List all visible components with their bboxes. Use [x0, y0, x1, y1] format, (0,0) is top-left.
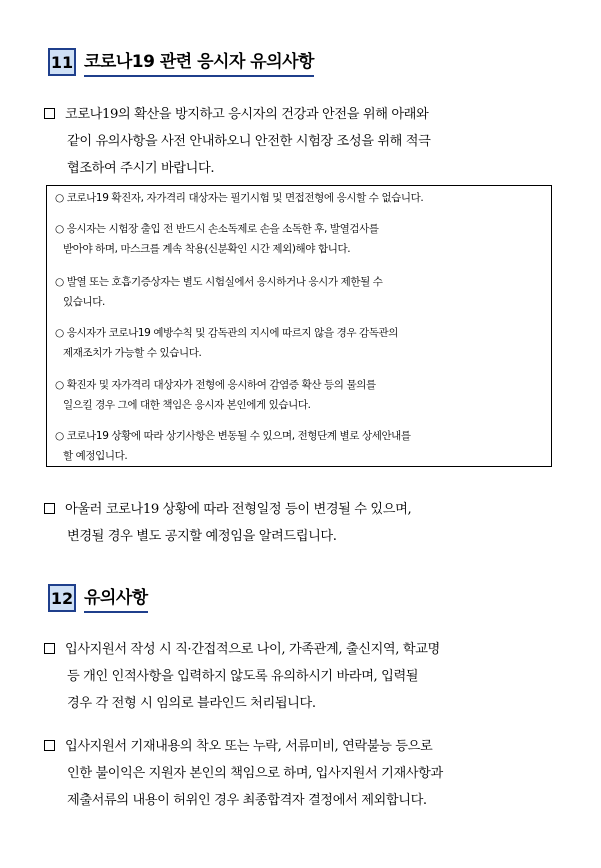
- outro-paragraph: 아울러 코로나19 상황에 따라 전형일정 등이 변경될 수 있으며, 변경될 경우 별도 공지할 예정임을 알려드립니다.: [44, 496, 559, 550]
- checkbox-bullet-icon: [44, 740, 55, 751]
- notice-item: ○ 응시자는 시험장 출입 전 반드시 손소독제로 손을 소독한 후, 발열검사를 받아야 하며, 마스크를 계속 착용(신분확인 시간 제외)해야 합니다.: [55, 223, 379, 255]
- checkbox-bullet-icon: [44, 643, 55, 654]
- checkbox-bullet-icon: [44, 108, 55, 119]
- section-title: 코로나19 관련 응시자 유의사항: [84, 47, 314, 77]
- checkbox-bullet-icon: [44, 503, 55, 514]
- notice-paragraph-1: 입사지원서 작성 시 직·간접적으로 나이, 가족관계, 출신지역, 학교명 등 개인 인적사항을 입력하지 않도록 유의하시기 바라며, 입력될 경우 각 전형 시 임의로 블라인드 처리됩니다.: [44, 636, 559, 717]
- covid-notice-box: [46, 185, 552, 467]
- section-11-header: [48, 47, 314, 77]
- intro-paragraph: 코로나19의 확산을 방지하고 응시자의 건강과 안전을 위해 아래와 같이 유의사항을 사전 안내하오니 안전한 시험장 조성을 위해 적극 협조하여 주시기 바랍니다.: [44, 101, 559, 182]
- section-12-header: [48, 583, 148, 613]
- section-number: 12: [48, 584, 76, 612]
- section-title: 유의사항: [84, 583, 148, 613]
- notice-item: ○ 응시자가 코로나19 예방수칙 및 감독관의 지시에 따르지 않을 경우 감독관의 제재조치가 가능할 수 있습니다.: [55, 327, 398, 359]
- notice-item: ○ 코로나19 확진자, 자가격리 대상자는 필기시험 및 면접전형에 응시할 수 없습니다.: [55, 192, 424, 204]
- section-number: 11: [48, 48, 76, 76]
- notice-item: ○ 확진자 및 자가격리 대상자가 전형에 응시하여 감염증 확산 등의 물의를 일으킬 경우 그에 대한 책임은 응시자 본인에게 있습니다.: [55, 379, 376, 411]
- notice-item: ○ 발열 또는 호흡기증상자는 별도 시험실에서 응시하거나 응시가 제한될 수 있습니다.: [55, 276, 383, 308]
- notice-item: ○ 코로나19 상황에 따라 상기사항은 변동될 수 있으며, 전형단계 별로 상세안내를 할 예정입니다.: [55, 430, 411, 462]
- notice-paragraph-2: 입사지원서 기재내용의 착오 또는 누락, 서류미비, 연락불능 등으로 인한 불이익은 지원자 본인의 책임으로 하며, 입사지원서 기재사항과 제출서류의 내용이 허위인 경우 최종합격자 결정에서 제외합니다.: [44, 733, 559, 814]
